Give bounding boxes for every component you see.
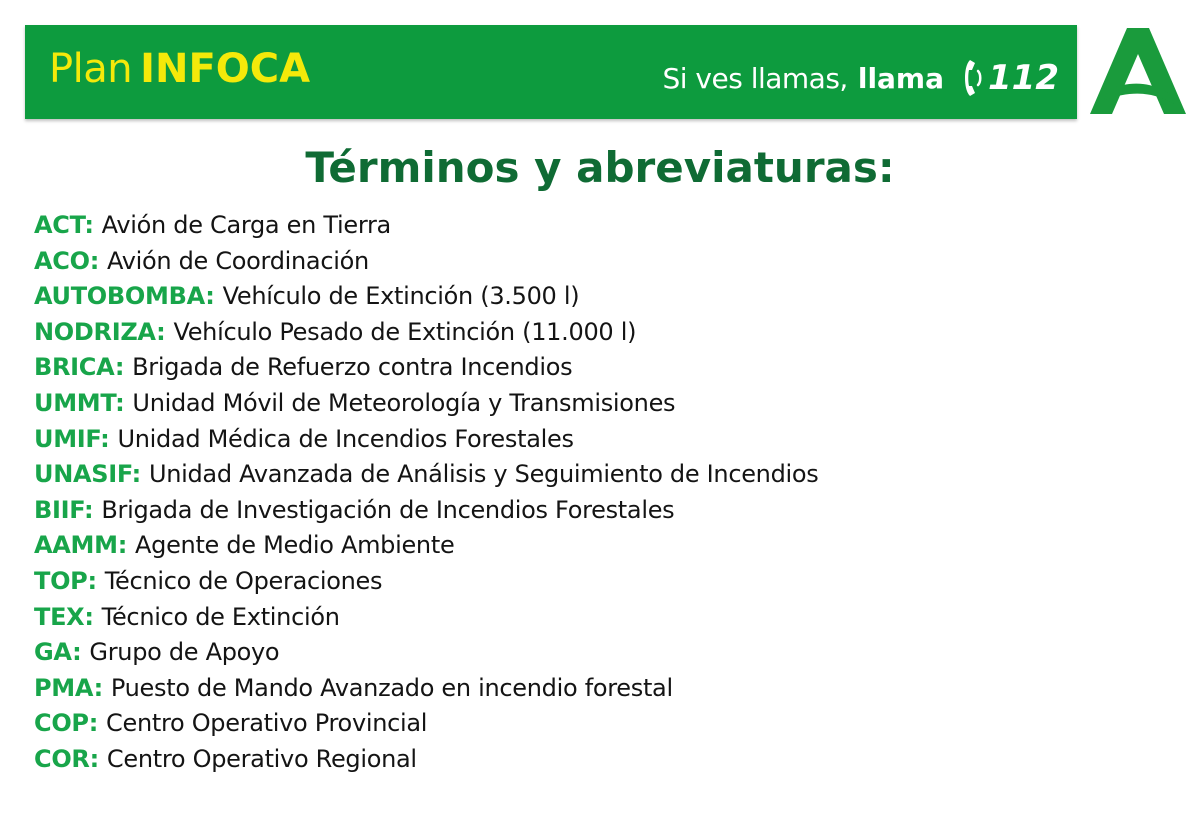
glossary-definition: Avión de Carga en Tierra bbox=[101, 211, 391, 239]
glossary-term: TOP: bbox=[34, 566, 97, 595]
glossary-term: AAMM: bbox=[34, 531, 128, 560]
brand-infoca-text: INFOCA bbox=[140, 46, 311, 92]
glossary-definition: Unidad Médica de Incendios Forestales bbox=[117, 424, 574, 453]
glossary-item bbox=[34, 564, 819, 600]
brand-title bbox=[49, 43, 310, 95]
glossary-definition: Unidad Avanzada de Análisis y Seguimiento de Incendios bbox=[148, 460, 819, 489]
emergency-slogan bbox=[662, 55, 1059, 101]
slogan-lead-text: Si ves llamas, bbox=[662, 61, 848, 95]
phone-handset-icon bbox=[964, 58, 986, 98]
glossary-term: UMMT: bbox=[34, 388, 125, 417]
glossary-term: TEX: bbox=[34, 602, 94, 631]
glossary-item bbox=[34, 635, 819, 671]
glossary-item bbox=[34, 386, 819, 422]
glossary-term: BRICA: bbox=[34, 353, 125, 382]
glossary-item bbox=[34, 742, 819, 778]
glossary-item bbox=[34, 422, 819, 458]
glossary-term: PMA: bbox=[34, 673, 103, 702]
glossary-item bbox=[34, 208, 819, 244]
junta-de-andalucia-logo bbox=[1090, 24, 1186, 118]
glossary-term: NODRIZA: bbox=[34, 317, 166, 346]
glossary-definition: Centro Operativo Regional bbox=[106, 744, 417, 773]
glossary-term: ACO: bbox=[34, 246, 99, 275]
glossary-item bbox=[34, 493, 819, 529]
glossary-definition: Centro Operativo Provincial bbox=[106, 709, 428, 738]
page-title: Términos y abreviaturas: bbox=[305, 143, 895, 192]
glossary-item bbox=[34, 350, 819, 386]
glossary-item bbox=[34, 244, 819, 280]
glossary-item bbox=[34, 528, 819, 564]
glossary-term: GA: bbox=[34, 638, 82, 667]
emergency-number: 112 bbox=[988, 58, 1059, 98]
glossary-item bbox=[34, 457, 819, 493]
glossary-term: AUTOBOMBA: bbox=[34, 282, 215, 311]
glossary-definition: Vehículo Pesado de Extinción (11.000 l) bbox=[173, 317, 637, 346]
glossary-term: BIIF: bbox=[34, 495, 94, 524]
glossary-definition: Unidad Móvil de Meteorología y Transmisiones bbox=[132, 388, 676, 417]
glossary-list bbox=[34, 208, 819, 778]
glossary-definition: Grupo de Apoyo bbox=[89, 638, 280, 667]
glossary-definition: Brigada de Investigación de Incendios Forestales bbox=[101, 495, 675, 524]
glossary-term: UNASIF: bbox=[34, 460, 141, 489]
glossary-definition: Técnico de Operaciones bbox=[104, 566, 383, 595]
glossary-definition: Avión de Coordinación bbox=[107, 246, 369, 275]
glossary-definition: Brigada de Refuerzo contra Incendios bbox=[132, 353, 573, 382]
glossary-term: UMIF: bbox=[34, 424, 110, 453]
glossary-definition: Puesto de Mando Avanzado en incendio forestal bbox=[110, 673, 673, 702]
glossary-definition: Vehículo de Extinción (3.500 l) bbox=[222, 282, 580, 311]
glossary-term: COP: bbox=[34, 709, 99, 738]
glossary-item bbox=[34, 706, 819, 742]
header-banner bbox=[25, 25, 1077, 119]
glossary-definition: Agente de Medio Ambiente bbox=[135, 531, 455, 560]
glossary-definition: Técnico de Extinción bbox=[101, 602, 340, 631]
glossary-term: COR: bbox=[34, 744, 99, 773]
slogan-action-text: llama bbox=[857, 61, 945, 95]
glossary-item bbox=[34, 600, 819, 636]
glossary-item bbox=[34, 671, 819, 707]
brand-plan-text: Plan bbox=[49, 46, 133, 92]
glossary-item bbox=[34, 279, 819, 315]
glossary-term: ACT: bbox=[34, 211, 94, 239]
glossary-item bbox=[34, 315, 819, 351]
